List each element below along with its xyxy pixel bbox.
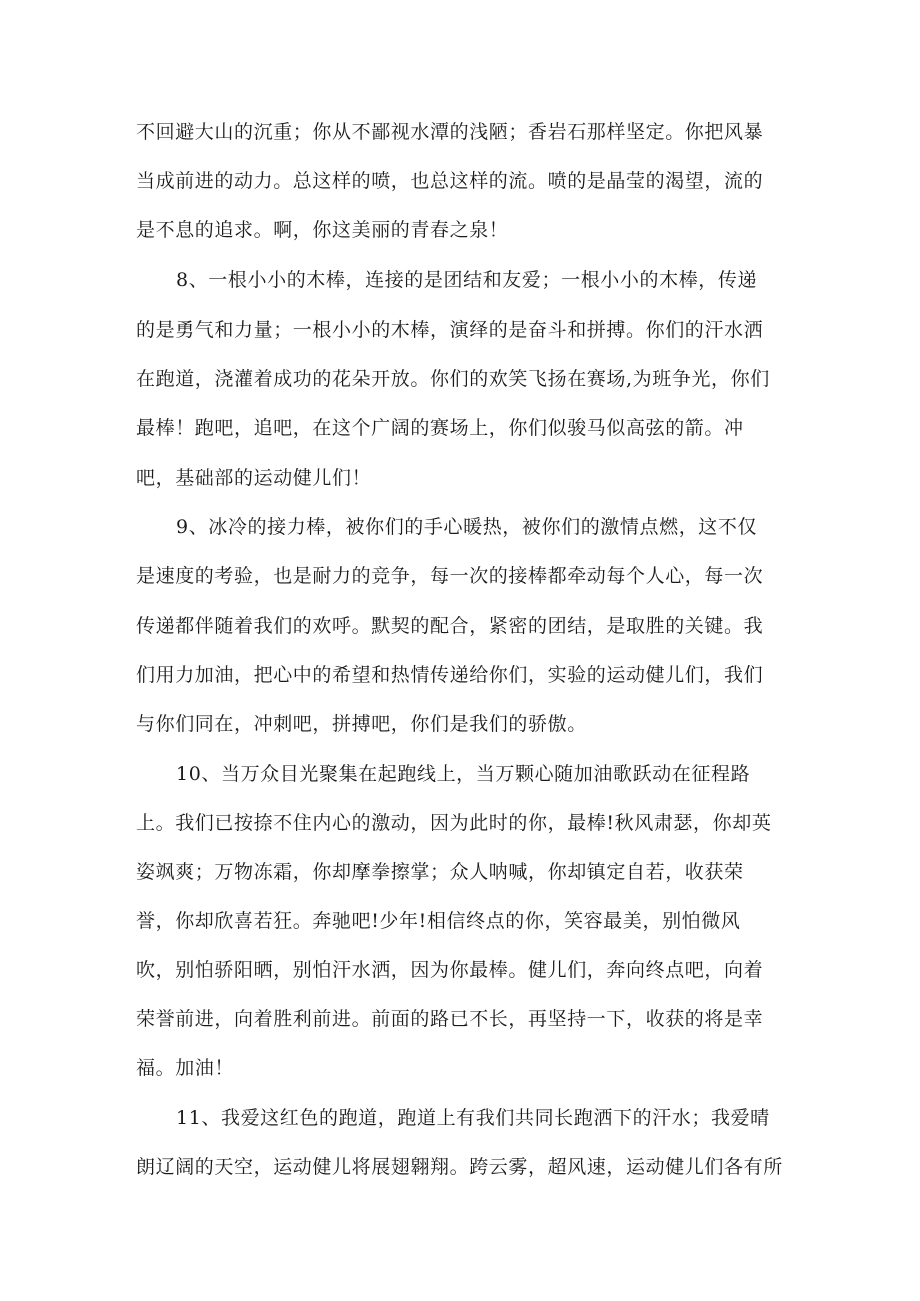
text-line: 荣誉前进，向着胜利前进。前面的路已不长，再坚持一下，收获的将是幸 xyxy=(136,1008,764,1030)
text-line: 朗辽阔的天空，运动健儿将展翅翱翔。跨云雾，超风速，运动健儿们各有所 xyxy=(136,1156,783,1178)
text-line: 吧，基础部的运动健儿们！ xyxy=(136,467,372,489)
text-line: 8、一根小小的木棒，连接的是团结和友爱；一根小小的木棒，传递 xyxy=(176,269,758,291)
text-line: 姿飒爽；万物冻霜，你却摩拳擦掌；众人呐喊，你却镇定自若，收获荣 xyxy=(136,861,744,883)
text-line: 传递都伴随着我们的欢呼。默契的配合，紧密的团结，是取胜的关键。我 xyxy=(136,615,764,637)
text-line: 的是勇气和力量；一根小小的木棒，演绎的是奋斗和拼搏。你们的汗水洒 xyxy=(136,319,764,341)
text-line: 9、冰冷的接力棒，被你们的手心暖热，被你们的激情点燃，这不仅 xyxy=(176,516,758,538)
text-line: 上。我们已按捺不住内心的激动，因为此时的你，最棒!秋风肃瑟，你却英 xyxy=(136,812,772,834)
text-line: 誉，你却欣喜若狂。奔驰吧!少年!相信终点的你，笑容最美，别怕微风 xyxy=(136,910,741,932)
text-line: 当成前进的动力。总这样的喷，也总这样的流。喷的是晶莹的渴望，流的 xyxy=(136,170,764,192)
text-line: 是不息的追求。啊，你这美丽的青春之泉！ xyxy=(136,219,509,241)
text-line: 是速度的考验，也是耐力的竞争，每一次的接棒都牵动每个人心，每一次 xyxy=(136,565,764,587)
text-line: 最棒！跑吧，追吧，在这个广阔的赛场上，你们似骏马似高弦的箭。冲 xyxy=(136,417,744,439)
text-line: 们用力加油，把心中的希望和热情传递给你们，实验的运动健儿们，我们 xyxy=(136,664,764,686)
text-line: 在跑道，浇灌着成功的花朵开放。你们的欢笑飞扬在赛场,为班争光，你们 xyxy=(136,368,770,390)
text-line: 不回避大山的沉重；你从不鄙视水潭的浅陋；香岩石那样坚定。你把风暴 xyxy=(136,121,764,143)
text-line: 11、我爱这红色的跑道，跑道上有我们共同长跑洒下的汗水；我爱晴 xyxy=(176,1107,770,1129)
text-line: 福。加油！ xyxy=(136,1057,235,1079)
text-line: 吹，别怕骄阳晒，别怕汗水洒，因为你最棒。健儿们，奔向终点吧，向着 xyxy=(136,959,764,981)
text-line: 10、当万众目光聚集在起跑线上，当万颗心随加油歌跃动在征程路 xyxy=(176,763,751,785)
text-line: 与你们同在，冲刺吧，拼搏吧，你们是我们的骄傲。 xyxy=(136,713,587,735)
